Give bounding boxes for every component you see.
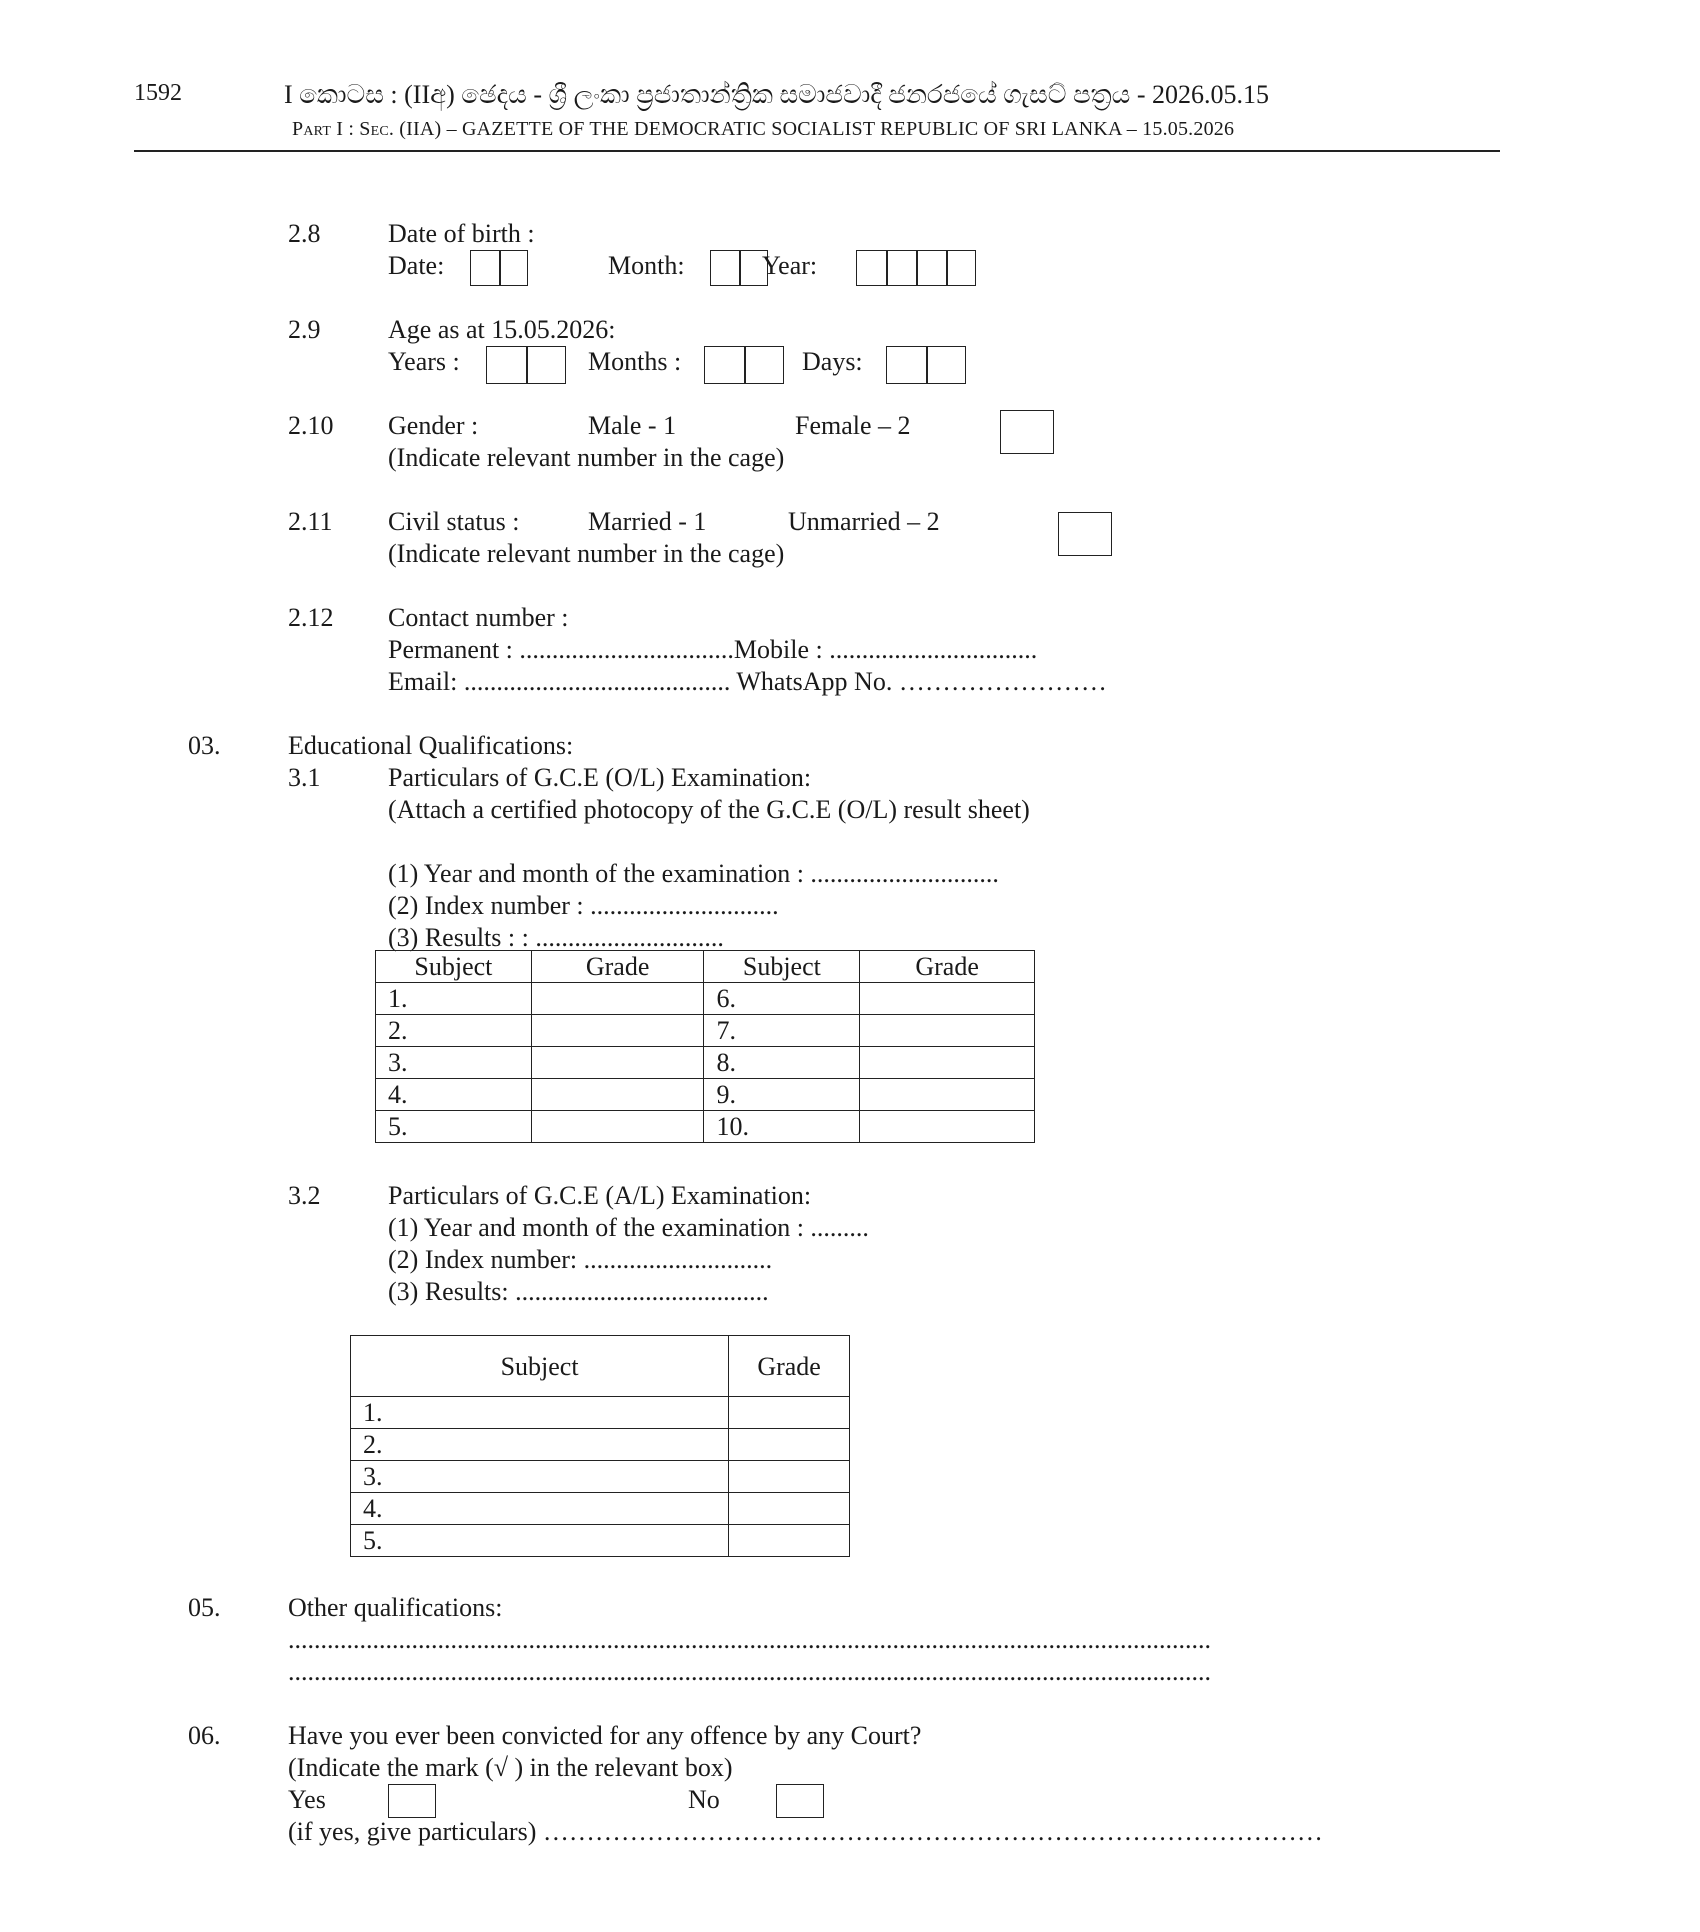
subject-cell[interactable]: 4. <box>351 1493 729 1525</box>
header-sinhala-line: I කොටස : (IIඅ) ඡෙදය - ශ්‍රී ලංකා ප්‍රජාතාන්ත්‍රික සමාජවාදී ජනරජයේ ගැසට් පත්‍රය - 2026.05.15 <box>284 80 1270 109</box>
age-years-label: Years : <box>388 347 460 376</box>
subject-cell[interactable]: 5. <box>376 1111 532 1143</box>
dob-month-label: Month: <box>608 251 685 280</box>
grade-cell[interactable] <box>860 983 1035 1015</box>
grade-cell[interactable] <box>860 1079 1035 1111</box>
header-rule <box>134 150 1500 152</box>
subject-cell[interactable]: 10. <box>704 1111 860 1143</box>
subject-cell[interactable]: 7. <box>704 1015 860 1047</box>
section-number: 2.12 <box>288 603 334 632</box>
ol-results-table <box>375 950 1035 1143</box>
subject-cell[interactable]: 4. <box>376 1079 532 1111</box>
subject-cell[interactable]: 3. <box>376 1047 532 1079</box>
section-number: 2.8 <box>288 219 321 248</box>
conviction-question: Have you ever been convicted for any offence by any Court? <box>288 1721 922 1750</box>
section-number: 2.10 <box>288 411 334 440</box>
section-number: 2.11 <box>288 507 333 536</box>
table-header-row <box>351 1336 850 1397</box>
conviction-no-label: No <box>688 1785 720 1814</box>
grade-cell[interactable] <box>531 1079 704 1111</box>
table-row <box>376 1111 1035 1143</box>
civil-status-label: Civil status : <box>388 507 520 536</box>
conviction-no-checkbox[interactable] <box>776 1784 824 1818</box>
header-english-line: Part I : Sec. (IIA) – GAZETTE OF THE DEMOCRATIC SOCIALIST REPUBLIC OF SRI LANKA – 15.05.2026 <box>292 118 1235 140</box>
other-qualifications-line-2[interactable]: .............................................................................................................................................. <box>288 1657 1211 1686</box>
column-header: Subject <box>704 951 860 983</box>
table-row <box>376 1015 1035 1047</box>
conviction-particulars-line[interactable]: (if yes, give particulars) ……………………………………………………………………………… <box>288 1817 1323 1846</box>
table-row <box>351 1429 850 1461</box>
gender-option-male: Male - 1 <box>588 411 677 440</box>
dob-date-label: Date: <box>388 251 445 280</box>
subject-cell[interactable]: 5. <box>351 1525 729 1557</box>
gender-option-female: Female – 2 <box>795 411 911 440</box>
grade-cell[interactable] <box>531 1015 704 1047</box>
table-row <box>351 1461 850 1493</box>
table-row <box>376 983 1035 1015</box>
age-years-box[interactable] <box>486 346 566 384</box>
column-header: Subject <box>376 951 532 983</box>
table-row <box>376 1047 1035 1079</box>
table-row <box>376 1079 1035 1111</box>
column-header: Grade <box>531 951 704 983</box>
grade-cell[interactable] <box>729 1493 850 1525</box>
grade-cell[interactable] <box>729 1461 850 1493</box>
contact-email-whatsapp-line[interactable]: Email: ......................................... WhatsApp No. …………………… <box>388 667 1107 696</box>
table-header-row <box>376 951 1035 983</box>
al-results-table <box>350 1335 850 1557</box>
ol-year-month-line[interactable]: (1) Year and month of the examination : ............................. <box>388 859 999 888</box>
conviction-note: (Indicate the mark (√ ) in the relevant box) <box>288 1753 733 1782</box>
contact-title: Contact number : <box>388 603 569 632</box>
civil-option-unmarried: Unmarried – 2 <box>788 507 940 536</box>
civil-status-note: (Indicate relevant number in the cage) <box>388 539 785 568</box>
other-qualifications-line-1[interactable]: .............................................................................................................................................. <box>288 1625 1211 1654</box>
ol-results-line[interactable]: (3) Results : : ............................. <box>388 923 724 952</box>
ol-index-line[interactable]: (2) Index number : ............................. <box>388 891 779 920</box>
dob-title: Date of birth : <box>388 219 535 248</box>
other-qualifications-title: Other qualifications: <box>288 1593 503 1622</box>
al-year-month-line[interactable]: (1) Year and month of the examination : ......... <box>388 1213 869 1242</box>
contact-permanent-mobile-line[interactable]: Permanent : .................................Mobile : ................................ <box>388 635 1038 664</box>
grade-cell[interactable] <box>860 1015 1035 1047</box>
table-row <box>351 1397 850 1429</box>
dob-month-box[interactable] <box>710 250 768 286</box>
grade-cell[interactable] <box>860 1111 1035 1143</box>
gender-label: Gender : <box>388 411 479 440</box>
gender-cage[interactable] <box>1000 410 1054 454</box>
grade-cell[interactable] <box>729 1397 850 1429</box>
grade-cell[interactable] <box>531 1047 704 1079</box>
section-number: 3.1 <box>288 763 321 792</box>
column-header: Grade <box>729 1336 850 1397</box>
dob-year-label: Year: <box>762 251 818 280</box>
subject-cell[interactable]: 9. <box>704 1079 860 1111</box>
age-months-label: Months : <box>588 347 682 376</box>
al-index-line[interactable]: (2) Index number: ............................. <box>388 1245 773 1274</box>
table-row <box>351 1525 850 1557</box>
subject-cell[interactable]: 2. <box>351 1429 729 1461</box>
subject-cell[interactable]: 1. <box>376 983 532 1015</box>
dob-year-box[interactable] <box>856 250 976 286</box>
grade-cell[interactable] <box>531 983 704 1015</box>
al-title: Particulars of G.C.E (A/L) Examination: <box>388 1181 812 1210</box>
conviction-yes-label: Yes <box>288 1785 326 1814</box>
section-number: 3.2 <box>288 1181 321 1210</box>
grade-cell[interactable] <box>729 1429 850 1461</box>
subject-cell[interactable]: 8. <box>704 1047 860 1079</box>
conviction-yes-checkbox[interactable] <box>388 1784 436 1818</box>
al-results-line[interactable]: (3) Results: ....................................... <box>388 1277 769 1306</box>
dob-date-box[interactable] <box>470 250 528 286</box>
ol-note: (Attach a certified photocopy of the G.C.E (O/L) result sheet) <box>388 795 1030 824</box>
section-number: 06. <box>188 1721 221 1750</box>
section-number: 03. <box>188 731 221 760</box>
table-row <box>351 1493 850 1525</box>
educational-qualifications-title: Educational Qualifications: <box>288 731 574 760</box>
grade-cell[interactable] <box>860 1047 1035 1079</box>
subject-cell[interactable]: 1. <box>351 1397 729 1429</box>
gender-note: (Indicate relevant number in the cage) <box>388 443 785 472</box>
page-number: 1592 <box>134 80 182 106</box>
ol-title: Particulars of G.C.E (O/L) Examination: <box>388 763 812 792</box>
grade-cell[interactable] <box>729 1525 850 1557</box>
subject-cell[interactable]: 3. <box>351 1461 729 1493</box>
age-title: Age as at 15.05.2026: <box>388 315 616 344</box>
subject-cell[interactable]: 2. <box>376 1015 532 1047</box>
column-header: Subject <box>351 1336 729 1397</box>
civil-status-cage[interactable] <box>1058 512 1112 556</box>
grade-cell[interactable] <box>531 1111 704 1143</box>
section-number: 2.9 <box>288 315 321 344</box>
subject-cell[interactable]: 6. <box>704 983 860 1015</box>
age-days-label: Days: <box>802 347 863 376</box>
civil-option-married: Married - 1 <box>588 507 707 536</box>
age-days-box[interactable] <box>886 346 966 384</box>
column-header: Grade <box>860 951 1035 983</box>
age-months-box[interactable] <box>704 346 784 384</box>
section-number: 05. <box>188 1593 221 1622</box>
